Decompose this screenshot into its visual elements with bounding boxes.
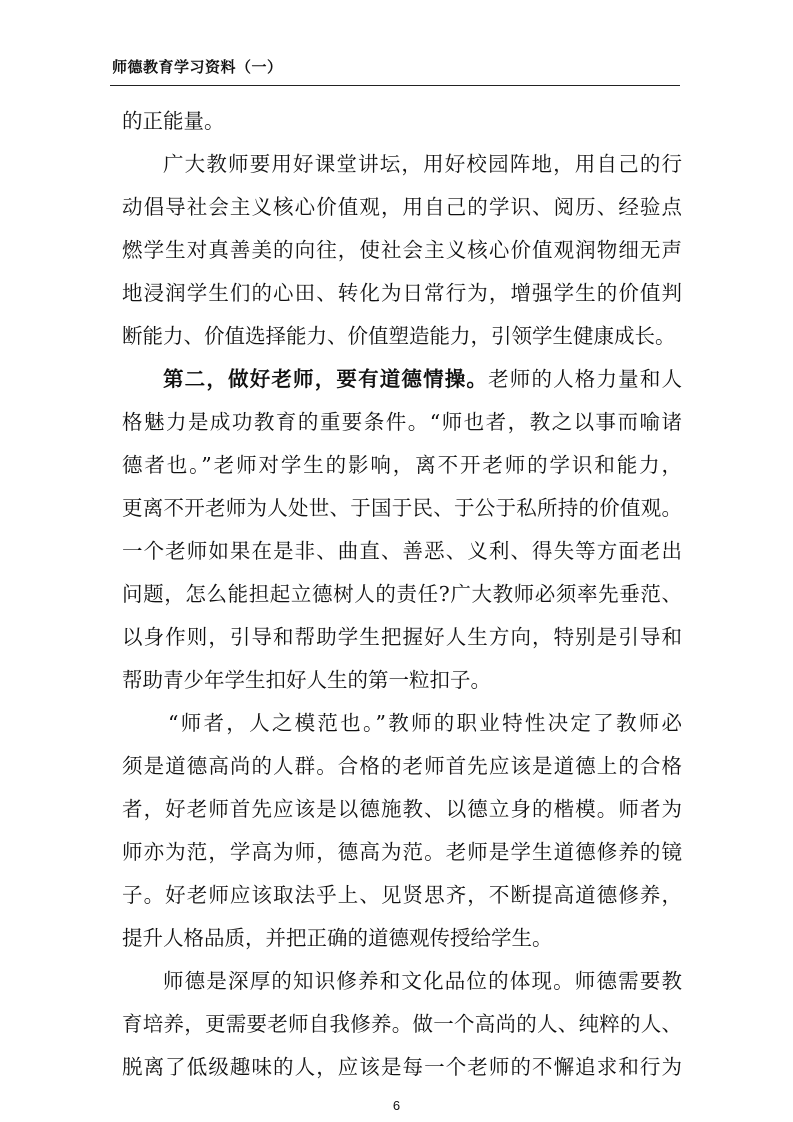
header-divider <box>110 85 680 86</box>
paragraph-2-line-5: 断能力、价值选择能力、价值塑造能力，引领学生健康成长。 <box>122 324 676 348</box>
paragraph-4-line-5: 子。好老师应该取法乎上、见贤思齐，不断提高道德修养， <box>122 883 682 907</box>
paragraph-2-line-4: 地浸润学生们的心田、转化为日常行为，增强学生的价值判 <box>122 281 682 305</box>
paragraph-4-line-4: 师亦为范，学高为师，德高为范。老师是学生道德修养的镜 <box>122 840 682 864</box>
paragraph-4-line-2: 须是道德高尚的人群。合格的老师首先应该是道德上的合格 <box>122 754 682 778</box>
paragraph-3-line-2: 格魅力是成功教育的重要条件。“师也者，教之以事而喻诸 <box>122 410 682 434</box>
paragraph-3-line-1-text: 老师的人格力量和人 <box>488 367 683 391</box>
paragraph-2-line-2: 动倡导社会主义核心价值观，用自己的学识、阅历、经验点 <box>122 195 682 219</box>
paragraph-3-line-4: 更离不开老师为人处世、于国于民、于公于私所持的价值观。 <box>122 496 682 520</box>
paragraph-3-line-1 <box>163 365 682 393</box>
page-number: 6 <box>392 1098 401 1113</box>
paragraph-3-line-6: 问题，怎么能担起立德树人的责任?广大教师必须率先垂范、 <box>122 582 682 606</box>
paragraph-3-line-8: 帮助青少年学生扣好人生的第一粒扣子。 <box>122 668 491 692</box>
paragraph-3-line-7: 以身作则，引导和帮助学生把握好人生方向，特别是引导和 <box>122 625 682 649</box>
paragraph-5-line-2: 育培养，更需要老师自我修养。做一个高尚的人、纯粹的人、 <box>122 1012 682 1036</box>
paragraph-4-line-3: 者，好老师首先应该是以德施教、以德立身的楷模。师者为 <box>122 797 682 821</box>
paragraph-2-line-1: 广大教师要用好课堂讲坛，用好校园阵地，用自己的行 <box>163 152 682 176</box>
paragraph-4-line-6: 提升人格品质，并把正确的道德观传授给学生。 <box>122 926 553 950</box>
paragraph-5-line-3: 脱离了低级趣味的人，应该是每一个老师的不懈追求和行为 <box>122 1055 682 1079</box>
paragraph-4-line-1: “师者，人之模范也。”教师的职业特性决定了教师必 <box>168 711 682 735</box>
paragraph-2-line-3: 燃学生对真善美的向往，使社会主义核心价值观润物细无声 <box>122 238 682 262</box>
paragraph-1-line-1: 的正能量。 <box>122 109 225 133</box>
paragraph-3-line-5: 一个老师如果在是非、曲直、善恶、义利、得失等方面老出 <box>122 539 682 563</box>
document-header-title: 师德教育学习资料（一） <box>112 58 283 76</box>
paragraph-5-line-1: 师德是深厚的知识修养和文化品位的体现。师德需要教 <box>163 969 682 993</box>
paragraph-3-line-3: 德者也。”老师对学生的影响，离不开老师的学识和能力， <box>122 453 682 477</box>
section-heading: 第二，做好老师，要有道德情操。 <box>163 367 489 391</box>
